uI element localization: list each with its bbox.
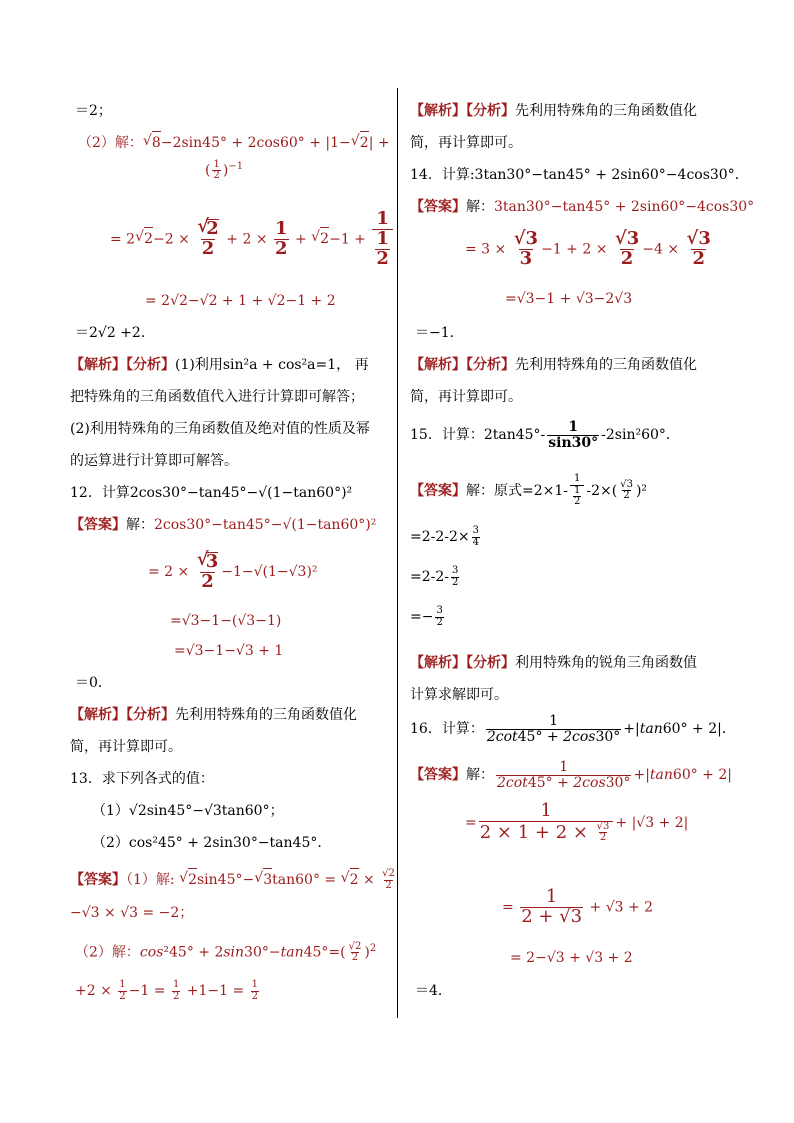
answer-16-line-4: = 2−√3 + √3 + 2 [510,950,633,966]
answer-15-line-2: =2-2-2× $\frac{3}{4}$ [410,525,480,548]
answer-12-result: ＝0． [75,675,112,691]
answer-14-line-1: 【答案】解：3tan30°−tan45° + 2sin60°−4cos30° [410,199,755,215]
answer-part2-line: （2）解：√ 8−2sin45° + 2cos60° + |1−√ 2| + [78,131,390,154]
analysis-13-line-1: 【解析】【分析】先利用特殊角的三角函数值化 [410,103,697,119]
power-term: ( $\frac{1}{2}$ )$^{-1}$ [205,158,244,182]
answer-13-line-2: −√3 × √3 = −2； [70,905,194,921]
question-13-part1: （1）√2sin45°−√3tan60°； [92,803,284,819]
analysis-14-line-2: 简，再计算即可。 [410,389,522,405]
answer-14-result: ＝−1． [415,325,464,341]
analysis-11-line-1: 【解析】【分析】(1)利用sin²a + cos²a=1， 再 [70,357,369,373]
answer-14-line-3: =√3−1 + √3−2√3 [505,291,633,307]
analysis-15-line-2: 计算求解即可。 [410,687,508,703]
answer-16-line-3: = $\frac{1}{2 + √3}$ + √3 + 2 [502,886,654,927]
step-line-1: = 2√ 2−2 × √ $\frac{2}{2}$ + 2 × $\frac{1}{2}$ + √ 2−1 + $\frac{1}{\frac{1}{2}}$ [110,210,395,269]
question-12: 12．计算2cos30°−tan45°−√(1−tan60°)² [70,485,353,501]
analysis-11-line-4: 的运算进行计算即可解答。 [70,453,238,469]
analysis-12-line-2: 简，再计算即可。 [70,739,182,755]
answer-12-line-2: = 2 × √ $\frac{3}{2}$ −1−√(1−√3)² [148,552,318,592]
answer-16-line-2: = 1 2 × 1 + 2 × $\frac{√3}{2}$ + |√3 + 2| [465,800,689,844]
answer-16-line-1: 【答案】解： $\frac{1}{2\cot 45^\circ + 2\cos 30^\circ}$ +|tan60° + 2| [410,759,732,791]
analysis-11-line-2: 把特殊角的三角函数值代入进行计算即可解答； [70,389,364,405]
answer-15-line-1: 【答案】解：原式=2×1- $\frac{1}{\frac{1}{2}}$ -2×( $\frac{√3}{2}$ )² [410,473,648,507]
analysis-11-line-3: (2)利用特殊角的三角函数值及绝对值的性质及幂 [70,421,370,437]
question-15: 15．计算：2tan45°- $\frac{1}{\sin 30^\circ}$ -2sin²60°． [410,419,680,451]
step-line-2: = 2√2−√2 + 1 + √2−1 + 2 [145,293,336,309]
answer-16-result: ＝4． [415,983,452,999]
question-13-part2: （2）cos²45° + 2sin30°−tan45°. [92,835,322,851]
answer-12-line-4: =√3−1−√3 + 1 [174,643,284,659]
line-eq-2: ＝2； [75,103,112,119]
answer-12-line-3: =√3−1−(√3−1) [170,613,282,629]
answer-15-line-4: =− $\frac{3}{2}$ [410,605,443,628]
analysis-12-line-1: 【解析】【分析】先利用特殊角的三角函数值化 [70,707,357,723]
result-line-1: ＝2√2 +2． [75,325,155,341]
answer-13-line-1: 【答案】（1）解: √ 2sin45°−√ 3tan60° = √ 2 × $\frac{√2}{2}$ [70,868,398,891]
answer-12-line-1: 【答案】解：2cos30°−tan45°−√(1−tan60°)² [70,517,377,533]
answer-13-line-4: +2 × $\frac{1}{2}$ −1 = $\frac{1}{2}$ +1−1 = $\frac{1}{2}$ [75,979,259,1002]
analysis-15-line-1: 【解析】【分析】利用特殊角的锐角三角函数值 [410,655,697,671]
analysis-13-line-2: 简，再计算即可。 [410,135,522,151]
question-13: 13．求下列各式的值： [70,771,214,787]
question-14: 14．计算:3tan30°−tan45° + 2sin60°−4cos30°． [410,167,749,183]
question-16: 16．计算： $\frac{1}{2\cot 45^\circ + 2\cos 30^\circ}$ +|tan60° + 2|． [410,713,736,745]
answer-15-line-3: =2-2- $\frac{3}{2}$ [410,565,459,588]
answer-13-line-3: （2）解：cos²45° + 2sin30°−tan45°=( $\frac{√2}{2}$ )$^2$ [75,940,377,964]
answer-14-line-2: = 3 × $\frac{√3}{3}$ −1 + 2 × $\frac{√3}{2}$ −4 × $\frac{√3}{2}$ [465,228,711,269]
analysis-14-line-1: 【解析】【分析】先利用特殊角的三角函数值化 [410,357,697,373]
